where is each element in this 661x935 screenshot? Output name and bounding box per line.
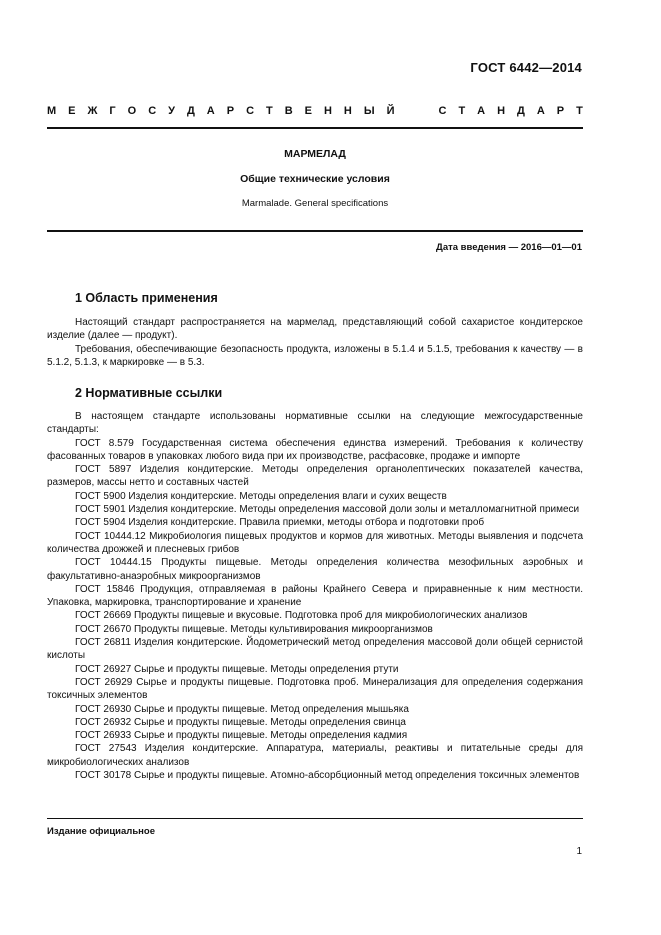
banner-letter: Т: [266, 105, 273, 117]
reference-item: ГОСТ 5904 Изделия кондитерские. Правила приемки, методы отбора и подготовки проб: [75, 517, 485, 529]
banner-letter: С: [148, 105, 157, 117]
english-title: Marmalade. General specifications: [241, 198, 389, 209]
reference-item: ГОСТ 10444.15 Продукты пищевые. Методы определения количества мезофильных аэробных и факультативно-анаэробных микроорганизмов: [47, 557, 583, 582]
banner-letter: Н: [497, 105, 506, 117]
banner-word-gap: [407, 105, 427, 117]
reference-item: ГОСТ 5901 Изделия кондитерские. Методы определения массовой доли золы и металломагнитной примеси: [75, 504, 580, 516]
reference-item: ГОСТ 27543 Изделия кондитерские. Аппаратура, материалы, реактивы и питательные среды для микробиологических анализов: [47, 743, 583, 768]
reference-item: ГОСТ 26933 Сырье и продукты пищевые. Методы определения кадмия: [75, 730, 408, 742]
banner-letter: Д: [517, 105, 525, 117]
standard-code: ГОСТ 6442—2014: [470, 60, 582, 75]
reference-item: ГОСТ 26930 Сырье и продукты пищевые. Метод определения мышьяка: [75, 703, 409, 715]
banner-letter: С: [438, 105, 447, 117]
title-divider: [47, 230, 583, 232]
banner-letter: Н: [343, 105, 352, 117]
introduction-date: Дата введения — 2016—01—01: [436, 242, 582, 253]
references-intro: В настоящем стандарте использованы нормативные ссылки на следующие межгосударственные стандарты:: [47, 411, 583, 436]
banner-letter: В: [284, 105, 293, 117]
section-2-heading: 2 Нормативные ссылки: [75, 386, 223, 400]
banner-letter: М: [47, 105, 57, 117]
reference-item: ГОСТ 5897 Изделия кондитерские. Методы определения органолептических показателей качества, размеров, массы нетто и составных частей: [47, 464, 583, 489]
banner-letter: Р: [226, 105, 235, 117]
reference-item: ГОСТ 26929 Сырье и продукты пищевые. Подготовка проб. Минерализация для определения содержания токсичных элементов: [47, 676, 583, 702]
banner-letter: Е: [68, 105, 76, 117]
banner-letter: Д: [186, 105, 195, 117]
reference-item: ГОСТ 8.579 Государственная система обеспечения единства измерений. Требования к количеству фасованных товаров в упаковках любого вида при их производстве, расфасовке, продаже и импорте: [47, 437, 583, 462]
banner-letter: Т: [458, 105, 466, 117]
banner-letter: Г: [109, 105, 116, 117]
reference-item: ГОСТ 26670 Продукты пищевые. Методы культивирования микроорганизмов: [75, 623, 433, 635]
reference-item: ГОСТ 26932 Сырье и продукты пищевые. Методы определения свинца: [75, 716, 406, 728]
section-1-paragraph: Требования, обеспечивающие безопасность продукта, изложены в 5.1.4 и 5.1.5, требования к качеству — в 5.1.2, 5.1.3, к маркировке — в 5.3.: [47, 344, 583, 369]
banner-letter: А: [536, 105, 545, 117]
reference-item: ГОСТ 26811 Изделия кондитерские. Йодометрический метод определения массовой доли общей сернистой кислоты: [47, 637, 583, 662]
reference-item: ГОСТ 15846 Продукция, отправляемая в районы Крайнего Севера и приравненные к ним местности. Упаковка, маркировка, транспортирование и хранение: [47, 583, 583, 609]
banner-letter: Ж: [87, 105, 98, 117]
section-1-heading: 1 Область применения: [75, 291, 218, 305]
reference-item: ГОСТ 26927 Сырье и продукты пищевые. Методы определения ртути: [75, 663, 399, 675]
banner-letter: Й: [386, 105, 395, 117]
banner-letter: Е: [304, 105, 312, 117]
banner-letter: Ы: [363, 105, 375, 117]
reference-item: ГОСТ 5900 Изделия кондитерские. Методы определения влаги и сухих веществ: [75, 490, 447, 502]
top-divider: [47, 127, 583, 129]
official-edition-label: Издание официальное: [47, 826, 155, 837]
banner-letter: Т: [576, 105, 583, 117]
footer-divider: [47, 818, 583, 819]
document-title: МАРМЕЛАД: [284, 148, 346, 160]
banner-letter: А: [206, 105, 215, 117]
banner-letter: У: [168, 105, 175, 117]
normative-references-list: [47, 410, 583, 782]
banner-letter: С: [246, 105, 255, 117]
standard-banner: [47, 105, 583, 117]
banner-letter: О: [127, 105, 137, 117]
reference-item: ГОСТ 26669 Продукты пищевые и вкусовые. Подготовка проб для микробиологических анализов: [75, 610, 528, 622]
section-1-paragraph: Настоящий стандарт распространяется на мармелад, представляющий собой сахаристое кондитерское изделие (далее — продукт).: [47, 317, 583, 342]
banner-letter: Р: [556, 105, 565, 117]
document-subtitle: Общие технические условия: [240, 173, 390, 185]
banner-letter: А: [477, 105, 486, 117]
banner-letter: Н: [323, 105, 332, 117]
page-number: 1: [576, 846, 582, 857]
reference-item: ГОСТ 10444.12 Микробиология пищевых продуктов и кормов для животных. Методы выявления и подсчета количества дрожжей и плесневых грибов: [47, 530, 583, 555]
reference-item: ГОСТ 30178 Сырье и продукты пищевые. Атомно-абсорбционный метод определения токсичных элементов: [75, 770, 580, 782]
